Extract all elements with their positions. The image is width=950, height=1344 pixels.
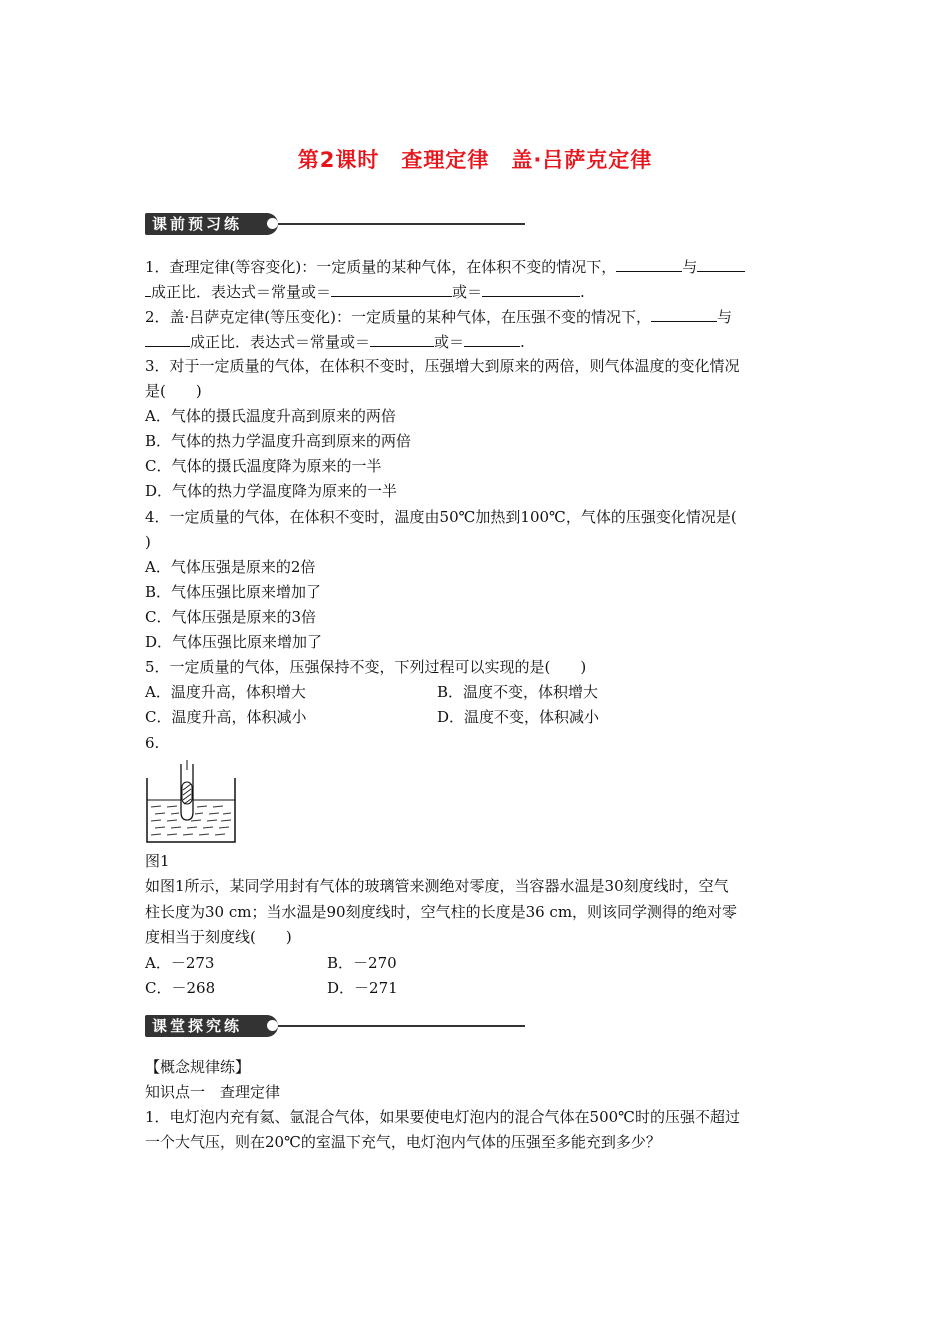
q2-or: 或＝ — [434, 333, 465, 351]
section-label: 课堂探究练 — [152, 1017, 243, 1035]
section-tab — [145, 1015, 278, 1037]
answer-blank[interactable] — [651, 306, 717, 322]
q4-option-d[interactable]: D．气体压强比原来增加了 — [145, 633, 323, 651]
q6-option-b[interactable]: B．－270 — [327, 954, 397, 972]
q6-number: 6. — [145, 734, 160, 752]
gas-column — [182, 782, 192, 804]
q3-stem-line2: 是( ) — [145, 382, 202, 400]
q1-text: 1．查理定律(等容变化)：一定质量的某种气体，在体积不变的情况下， — [145, 258, 617, 276]
q3-stem-line1: 3．对于一定质量的气体，在体积不变时，压强增大到原来的两倍，则气体温度的变化情况 — [145, 357, 740, 375]
q6-option-c[interactable]: C．－268 — [145, 979, 216, 997]
q1-connector: 与 — [682, 258, 698, 276]
q5-stem: 5．一定质量的气体，压强保持不变，下列过程可以实现的是( ) — [145, 658, 587, 676]
q6-stem-line1: 如图1所示，某同学用封有气体的玻璃管来测绝对零度，当容器水温是30刻度线时，空气 — [145, 877, 729, 895]
section-rule — [278, 223, 525, 225]
answer-blank[interactable] — [482, 281, 580, 297]
section-rule — [278, 1025, 525, 1027]
answer-blank[interactable] — [616, 256, 682, 272]
q1-end: . — [580, 283, 585, 301]
q2-line2 — [145, 331, 525, 352]
section-dot-icon — [267, 1020, 278, 1031]
practice-q1-line1: 1．电灯泡内充有氦、氩混合气体，如果要使电灯泡内的混合气体在500℃时的压强不超过 — [145, 1108, 740, 1126]
q3-option-d[interactable]: D．气体的热力学温度降为原来的一半 — [145, 482, 398, 500]
q2-line1 — [145, 306, 732, 327]
q6-option-a[interactable]: A．－273 — [145, 954, 215, 972]
q5-option-d[interactable]: D．温度不变，体积减小 — [437, 708, 600, 726]
answer-blank[interactable] — [697, 256, 745, 272]
answer-blank[interactable] — [370, 331, 434, 347]
q1-line1 — [145, 256, 745, 277]
figure-glass-tube-in-water — [145, 760, 237, 846]
answer-blank[interactable] — [331, 281, 452, 297]
q5-option-b[interactable]: B．温度不变，体积增大 — [437, 683, 599, 701]
q2-connector: 与 — [717, 308, 733, 326]
q4-stem-line2: ) — [145, 533, 151, 551]
q1-formula-text: 成正比．表达式＝常量或＝ — [151, 283, 332, 301]
q4-option-c[interactable]: C．气体压强是原来的3倍 — [145, 608, 317, 626]
section-dot-icon — [267, 218, 278, 229]
practice-heading: 【概念规律练】 — [145, 1058, 251, 1076]
answer-blank[interactable] — [464, 331, 520, 347]
practice-q1-line2: 一个大气压，则在20℃的室温下充气，电灯泡内气体的压强至多能充到多少？ — [145, 1133, 661, 1151]
section-header-in-class — [145, 1015, 525, 1039]
q3-option-a[interactable]: A．气体的摄氏温度升高到原来的两倍 — [145, 407, 396, 425]
answer-blank[interactable] — [145, 331, 190, 347]
q2-text: 2．盖·吕萨克定律(等压变化)：一定质量的某种气体，在压强不变的情况下， — [145, 308, 652, 326]
q5-option-a[interactable]: A．温度升高，体积增大 — [145, 683, 306, 701]
section-label: 课前预习练 — [152, 215, 243, 233]
q6-option-d[interactable]: D．－271 — [327, 979, 398, 997]
q1-line2 — [145, 281, 585, 302]
q4-stem-line1: 4．一定质量的气体，在体积不变时，温度由50℃加热到100℃，气体的压强变化情况是( — [145, 508, 737, 526]
q2-formula-text: 成正比．表达式＝常量或＝ — [190, 333, 371, 351]
q2-end: . — [520, 333, 525, 351]
q4-option-a[interactable]: A．气体压强是原来的2倍 — [145, 558, 316, 576]
figure-caption: 图1 — [145, 852, 170, 870]
q6-stem-line3: 度相当于刻度线( ) — [145, 928, 292, 946]
q3-option-c[interactable]: C．气体的摄氏温度降为原来的一半 — [145, 457, 382, 475]
q5-option-c[interactable]: C．温度升高，体积减小 — [145, 708, 307, 726]
section-header-pre-class — [145, 213, 525, 237]
page-title: 第2课时 查理定律 盖·吕萨克定律 — [297, 148, 653, 172]
q1-or: 或＝ — [452, 283, 483, 301]
section-tab — [145, 213, 278, 235]
q3-option-b[interactable]: B．气体的热力学温度升高到原来的两倍 — [145, 432, 412, 450]
q4-option-b[interactable]: B．气体压强比原来增加了 — [145, 583, 322, 601]
q6-stem-line2: 柱长度为30 cm；当水温是90刻度线时，空气柱的长度是36 cm，则该同学测得的绝对零 — [145, 903, 738, 921]
figure-glass-tube-in-water-svg — [145, 760, 237, 846]
knowledge-point: 知识点一 查理定律 — [145, 1083, 281, 1101]
